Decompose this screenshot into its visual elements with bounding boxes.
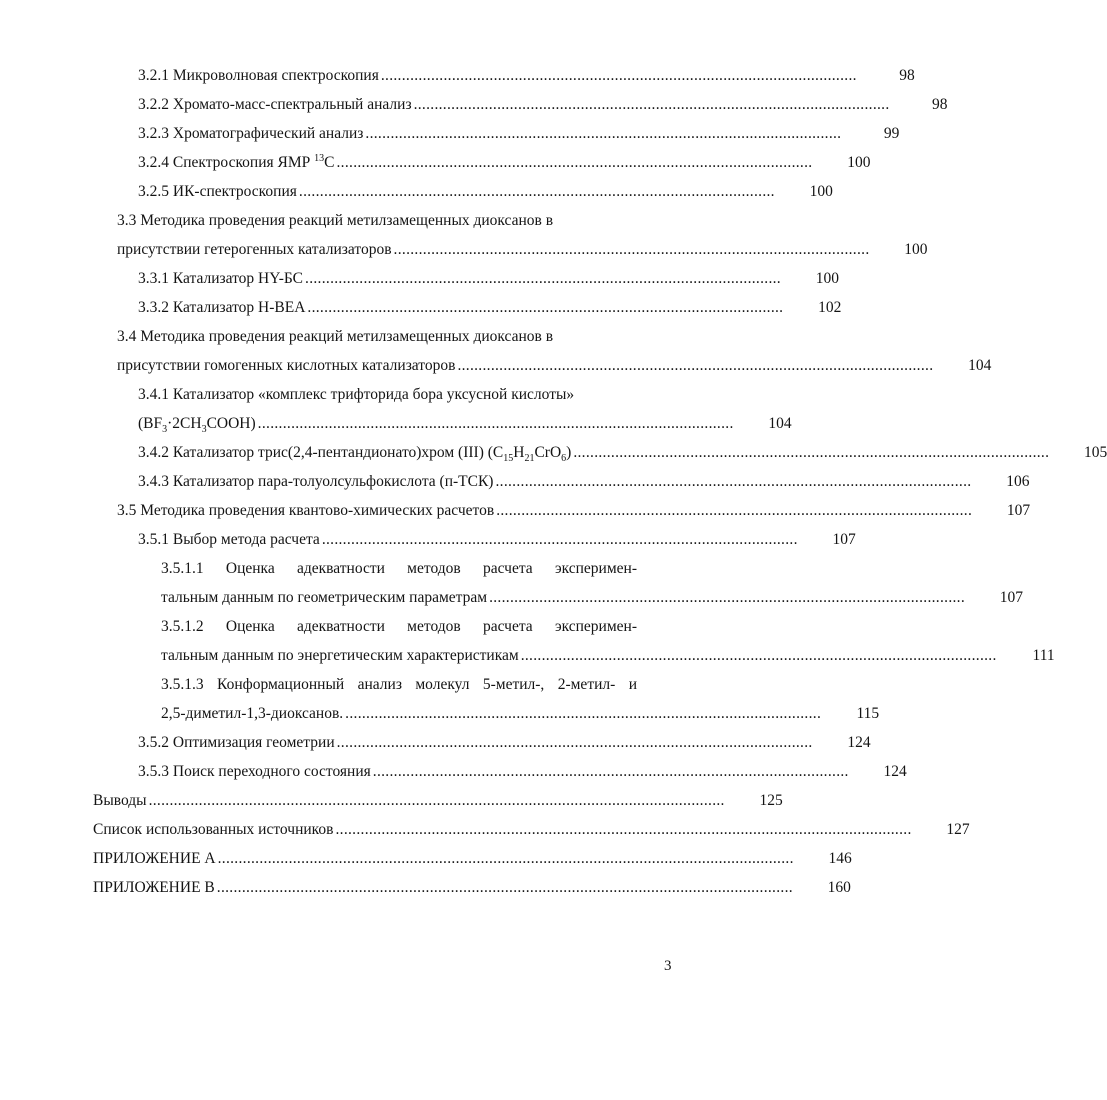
toc-entry-3-4-2[interactable] <box>138 443 1107 465</box>
toc-entry-page: 102 <box>818 299 842 316</box>
leader-dots: .................................................................................................................. <box>489 589 966 606</box>
toc-entry-title: 3.2.2 Хромато-масс-спектральный анализ <box>138 96 412 113</box>
toc-entry-page: 107 <box>1006 502 1031 519</box>
toc-entry-3-5-1-3-line1[interactable]: 3.5.1.3 Конформационный анализ молекул 5-метил-, 2-метил- и <box>161 676 637 693</box>
toc-entry-page: 105 <box>1084 444 1107 461</box>
leader-dots: .................................................................................................................. <box>573 444 1050 461</box>
toc-entry-3-2-5[interactable] <box>138 182 833 202</box>
leader-dots: .................................................................................................................. <box>321 531 798 548</box>
toc-entry-title: присутствии гомогенных кислотных катализаторов <box>117 357 456 374</box>
toc-entry-3-2-2[interactable] <box>138 95 948 115</box>
toc-entry-title: 3.5.3 Поиск переходного состояния <box>138 763 371 780</box>
toc-entry-3-4-1-line1[interactable]: 3.4.1 Катализатор «комплекс трифторида бора уксусной кислоты» <box>138 386 575 403</box>
leader-dots: .......................................................................................................................................... <box>217 850 794 867</box>
toc-entry-3-2-1[interactable] <box>138 66 915 86</box>
toc-entry-page: 106 <box>1006 473 1030 490</box>
leader-dots: .......................................................................................................................................... <box>335 821 912 838</box>
leader-dots: .................................................................................................................. <box>345 705 822 722</box>
toc-entry-page: 98 <box>932 96 948 113</box>
toc-entry-page: 100 <box>847 154 871 171</box>
toc-entry-page: 104 <box>968 357 992 374</box>
toc-entry-3-2-4[interactable] <box>138 152 871 173</box>
toc-entry-title: 3.3.2 Катализатор H-BEA <box>138 299 306 316</box>
toc-entry-3-5-2[interactable] <box>138 733 871 753</box>
leader-dots: .................................................................................................................. <box>380 67 857 84</box>
toc-entry-title: Выводы <box>93 792 147 809</box>
toc-entry-page: 98 <box>899 67 915 84</box>
toc-entry-3-4-1[interactable] <box>138 414 792 436</box>
leader-dots: .......................................................................................................................................... <box>216 879 793 896</box>
toc-entry-page: 104 <box>768 415 792 432</box>
toc-entry-page: 115 <box>856 705 880 722</box>
toc-entry-title: 3.4.2 Катализатор трис(2,4-пентандионато)хром (III) $(C_{15}H_{21}CrO_6)$ <box>138 444 572 465</box>
toc-entry-title: ПРИЛОЖЕНИЕ А <box>93 850 216 867</box>
toc-entry-3-3[interactable] <box>117 240 928 260</box>
toc-entry-page: 127 <box>946 821 970 838</box>
page-number: 3 <box>664 958 672 974</box>
leader-dots: .................................................................................................................. <box>393 241 870 258</box>
toc-entry-3-5-1-2[interactable] <box>161 646 1055 666</box>
toc-entry-title: 3.2.3 Хроматографический анализ <box>138 125 364 142</box>
toc-entry-3-5-1[interactable] <box>138 530 856 550</box>
toc-entry-page: 100 <box>815 270 839 287</box>
toc-entry-appendix-b[interactable] <box>93 878 851 898</box>
toc-entry-3-5-1-3[interactable] <box>161 704 880 724</box>
toc-entry-page: 124 <box>883 763 907 780</box>
leader-dots: .................................................................................................................. <box>305 270 781 287</box>
toc-entry-3-4-line1[interactable]: 3.4 Методика проведения реакций метилзамещенных диоксанов в <box>117 328 554 345</box>
toc-entry-title: 3.3.1 Катализатор HY-БС <box>138 270 304 287</box>
toc-entry-page: 146 <box>828 850 852 867</box>
leader-dots: .................................................................................................................. <box>257 415 734 432</box>
toc-entry-page: 125 <box>759 792 783 809</box>
toc-entry-3-5-1-1[interactable] <box>161 588 1024 608</box>
toc-entry-title: 3.4.3 Катализатор пара-толуолсульфокислота (п-ТСК) <box>138 473 494 490</box>
leader-dots: .................................................................................................................. <box>307 299 784 316</box>
toc-entry-page: 111 <box>1032 647 1055 664</box>
toc-entry-3-4[interactable] <box>117 356 992 376</box>
toc-entry-3-2-3[interactable] <box>138 124 900 144</box>
toc-entry-3-5-1-1-line1[interactable]: 3.5.1.1 Оценка адекватности методов расчета эксперимен- <box>161 560 637 577</box>
toc-entry-page: 100 <box>809 183 833 200</box>
toc-entry-title: 3.5 Методика проведения квантово-химических расчетов <box>117 502 495 519</box>
toc-entry-page: 99 <box>883 125 900 142</box>
leader-dots: .................................................................................................................. <box>496 502 973 519</box>
leader-dots: .................................................................................................................. <box>372 763 849 780</box>
toc-entry-3-4-3[interactable] <box>138 472 1030 492</box>
toc-entry-3-5-1-2-line1[interactable]: 3.5.1.2 Оценка адекватности методов расчета эксперимен- <box>161 618 637 635</box>
toc-entry-page: 107 <box>999 589 1024 606</box>
leader-dots: .................................................................................................................. <box>365 125 842 142</box>
toc-entry-appendix-a[interactable] <box>93 849 852 869</box>
toc-entry-page: 107 <box>832 531 856 548</box>
leader-dots: .................................................................................................................. <box>520 647 997 664</box>
toc-entry-title: присутствии гетерогенных катализаторов <box>117 241 392 258</box>
toc-entry-title: ПРИЛОЖЕНИЕ В <box>93 879 215 896</box>
leader-dots: .................................................................................................................. <box>457 357 934 374</box>
leader-dots: .................................................................................................................. <box>298 183 775 200</box>
toc-entry-3-3-1[interactable] <box>138 269 839 289</box>
toc-entry-title: 3.5.2 Оптимизация геометрии <box>138 734 335 751</box>
toc-entry-page: 160 <box>827 879 851 896</box>
toc-entry-3-5-3[interactable] <box>138 762 907 782</box>
leader-dots: .......................................................................................................................................... <box>148 792 725 809</box>
toc-entry-title: тальным данным по геометрическим параметрам <box>161 589 488 606</box>
toc-entry-title: Список использованных источников <box>93 821 334 838</box>
toc-entry-title: 3.2.4 Спектроскопия ЯМР $^{13}$С <box>138 152 335 171</box>
toc-entry-title: 2,5-диметил-1,3-диоксанов. <box>161 705 344 722</box>
leader-dots: .................................................................................................................. <box>336 734 813 751</box>
toc-entry-title: $(BF_3\cdot 2CH_3COOH)$ <box>138 415 256 436</box>
toc-entry-conclusions[interactable] <box>93 791 783 811</box>
toc-entry-page: 100 <box>904 241 928 258</box>
toc-entry-title: тальным данным по энергетическим характеристикам <box>161 647 519 664</box>
toc-entry-references[interactable] <box>93 820 970 840</box>
leader-dots: .................................................................................................................. <box>495 473 972 490</box>
toc-entry-title: 3.2.5 ИК-спектроскопия <box>138 183 297 200</box>
leader-dots: .................................................................................................................. <box>413 96 890 113</box>
toc-entry-page: 124 <box>847 734 871 751</box>
toc-entry-3-3-2[interactable] <box>138 298 842 318</box>
toc-entry-3-3-line1[interactable]: 3.3 Методика проведения реакций метилзамещенных диоксанов в <box>117 212 554 229</box>
toc-entry-title: 3.5.1 Выбор метода расчета <box>138 531 320 548</box>
toc-entry-3-5[interactable] <box>117 501 1031 521</box>
toc-entry-title: 3.2.1 Микроволновая спектроскопия <box>138 67 379 84</box>
leader-dots: .................................................................................................................. <box>336 154 813 171</box>
